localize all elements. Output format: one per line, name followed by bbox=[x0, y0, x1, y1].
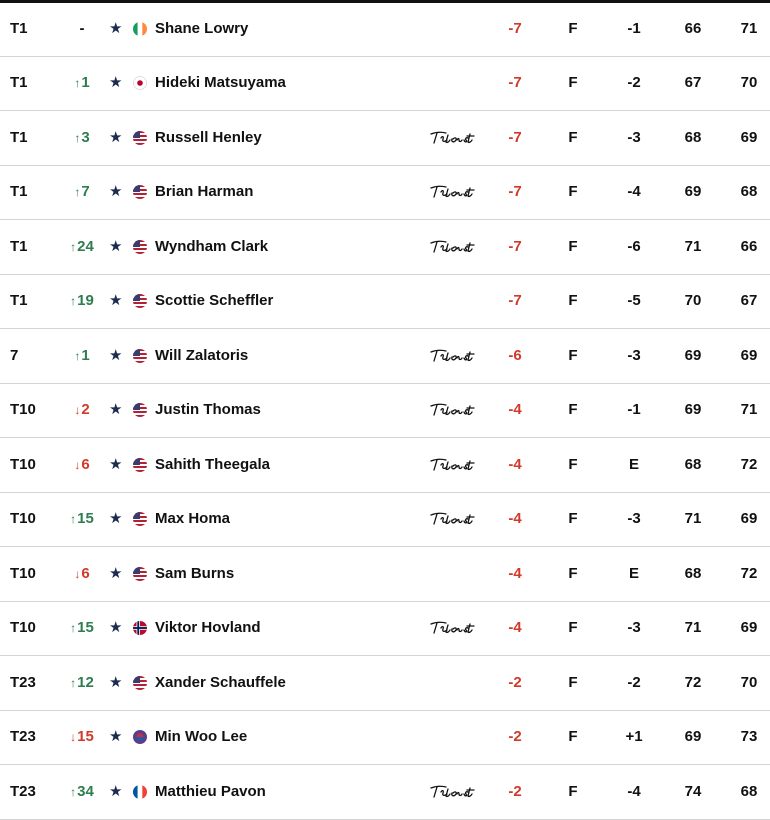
star-icon[interactable]: ★ bbox=[109, 401, 123, 419]
thru: F bbox=[568, 782, 578, 800]
round-1-score: 70 bbox=[684, 292, 702, 310]
total-score: -4 bbox=[508, 455, 522, 473]
round-2-score: 73 bbox=[740, 728, 758, 746]
round-2-score: 70 bbox=[740, 74, 758, 92]
total-score: -4 bbox=[508, 510, 522, 528]
thru: F bbox=[568, 74, 578, 92]
today-score: -5 bbox=[627, 292, 641, 310]
arrow-up-icon: ↑ bbox=[70, 512, 77, 527]
position-change: 7 bbox=[81, 183, 90, 201]
position-change: 2 bbox=[81, 401, 90, 419]
movement bbox=[58, 20, 106, 38]
round-1-score: 71 bbox=[684, 619, 702, 637]
titleist-logo bbox=[428, 403, 476, 417]
arrow-up-icon: ↑ bbox=[74, 130, 81, 145]
round-1-score: 72 bbox=[684, 673, 702, 691]
round-2-score: 70 bbox=[740, 673, 758, 691]
table-row[interactable] bbox=[0, 547, 770, 602]
round-1-score: 69 bbox=[684, 346, 702, 364]
movement bbox=[58, 783, 106, 801]
movement bbox=[58, 347, 106, 365]
player-name[interactable]: Xander Schauffele bbox=[155, 673, 286, 691]
movement bbox=[58, 456, 106, 474]
thru: F bbox=[568, 619, 578, 637]
movement bbox=[58, 728, 106, 746]
position-change: 24 bbox=[77, 237, 94, 255]
player-name[interactable]: Russell Henley bbox=[155, 128, 262, 146]
star-icon[interactable]: ★ bbox=[109, 19, 123, 37]
star-icon[interactable]: ★ bbox=[109, 292, 123, 310]
position-change: 6 bbox=[81, 564, 90, 582]
table-row[interactable] bbox=[0, 275, 770, 330]
thru: F bbox=[568, 401, 578, 419]
star-icon[interactable]: ★ bbox=[109, 728, 123, 746]
round-1-score: 68 bbox=[684, 564, 702, 582]
position: T1 bbox=[10, 74, 28, 92]
round-1-score: 74 bbox=[684, 782, 702, 800]
star-icon[interactable]: ★ bbox=[109, 128, 123, 146]
star-icon[interactable]: ★ bbox=[109, 74, 123, 92]
thru: F bbox=[568, 237, 578, 255]
round-1-score: 69 bbox=[684, 728, 702, 746]
today-score: -3 bbox=[627, 510, 641, 528]
thru: F bbox=[568, 510, 578, 528]
player-name[interactable]: Shane Lowry bbox=[155, 19, 249, 37]
table-row[interactable] bbox=[0, 57, 770, 112]
movement bbox=[58, 238, 106, 256]
total-score: -7 bbox=[508, 19, 522, 37]
player-name[interactable]: Brian Harman bbox=[155, 183, 254, 201]
titleist-logo bbox=[428, 785, 476, 799]
position: T1 bbox=[10, 237, 28, 255]
thru: F bbox=[568, 673, 578, 691]
movement bbox=[58, 619, 106, 637]
titleist-logo bbox=[428, 185, 476, 199]
position-change: 19 bbox=[77, 292, 94, 310]
usa-flag-icon bbox=[133, 240, 147, 254]
arrow-up-icon: ↑ bbox=[74, 76, 81, 91]
player-name[interactable]: Matthieu Pavon bbox=[155, 782, 266, 800]
arrow-up-icon: ↑ bbox=[70, 294, 77, 309]
titleist-logo bbox=[428, 458, 476, 472]
table-row[interactable] bbox=[0, 220, 770, 275]
position: T1 bbox=[10, 128, 28, 146]
total-score: -6 bbox=[508, 346, 522, 364]
arrow-down-icon: ↓ bbox=[74, 566, 81, 581]
round-1-score: 66 bbox=[684, 19, 702, 37]
arrow-up-icon: ↑ bbox=[70, 675, 77, 690]
usa-flag-icon bbox=[133, 676, 147, 690]
today-score: -2 bbox=[627, 673, 641, 691]
total-score: -7 bbox=[508, 292, 522, 310]
position: T1 bbox=[10, 183, 28, 201]
star-icon[interactable]: ★ bbox=[109, 237, 123, 255]
thru: F bbox=[568, 346, 578, 364]
star-icon[interactable]: ★ bbox=[109, 510, 123, 528]
arrow-down-icon: ↓ bbox=[74, 457, 81, 472]
position-change: - bbox=[79, 19, 85, 37]
player-name[interactable]: Scottie Scheffler bbox=[155, 292, 274, 310]
today-score: E bbox=[628, 455, 639, 473]
arrow-up-icon: ↑ bbox=[74, 348, 81, 363]
player-name[interactable]: Will Zalatoris bbox=[155, 346, 249, 364]
ireland-flag-icon bbox=[133, 22, 147, 36]
thru: F bbox=[568, 292, 578, 310]
arrow-up-icon: ↑ bbox=[70, 621, 77, 636]
total-score: -7 bbox=[508, 128, 522, 146]
arrow-up-icon: ↑ bbox=[74, 185, 81, 200]
table-row[interactable] bbox=[0, 166, 770, 221]
arrow-up-icon: ↑ bbox=[70, 784, 77, 799]
usa-flag-icon bbox=[133, 567, 147, 581]
usa-flag-icon bbox=[133, 349, 147, 363]
round-2-score: 71 bbox=[740, 19, 758, 37]
round-2-score: 68 bbox=[740, 782, 758, 800]
round-1-score: 69 bbox=[684, 401, 702, 419]
player-name[interactable]: Sahith Theegala bbox=[155, 455, 271, 473]
round-2-score: 69 bbox=[740, 510, 758, 528]
titleist-logo bbox=[428, 621, 476, 635]
round-1-score: 68 bbox=[684, 128, 702, 146]
total-score: -4 bbox=[508, 619, 522, 637]
position-change: 1 bbox=[81, 346, 90, 364]
today-score: +1 bbox=[625, 728, 643, 746]
usa-flag-icon bbox=[133, 185, 147, 199]
total-score: -2 bbox=[508, 673, 522, 691]
position-change: 1 bbox=[81, 74, 90, 92]
movement bbox=[58, 674, 106, 692]
arrow-up-icon: ↑ bbox=[70, 239, 77, 254]
titleist-logo bbox=[428, 240, 476, 254]
usa-flag-icon bbox=[133, 294, 147, 308]
round-1-score: 68 bbox=[684, 455, 702, 473]
player-name[interactable]: Hideki Matsuyama bbox=[155, 74, 286, 92]
arrow-down-icon: ↓ bbox=[70, 730, 77, 745]
today-score: -6 bbox=[627, 237, 641, 255]
today-score: -1 bbox=[627, 401, 641, 419]
thru: F bbox=[568, 128, 578, 146]
star-icon[interactable]: ★ bbox=[109, 455, 123, 473]
titleist-logo bbox=[428, 131, 476, 145]
total-score: -4 bbox=[508, 401, 522, 419]
round-2-score: 72 bbox=[740, 564, 758, 582]
star-icon[interactable]: ★ bbox=[109, 183, 123, 201]
titleist-logo bbox=[428, 512, 476, 526]
usa-flag-icon bbox=[133, 458, 147, 472]
usa-flag-icon bbox=[133, 403, 147, 417]
round-2-score: 69 bbox=[740, 346, 758, 364]
position: T10 bbox=[10, 564, 36, 582]
table-row[interactable] bbox=[0, 384, 770, 439]
total-score: -2 bbox=[508, 728, 522, 746]
table-row[interactable] bbox=[0, 656, 770, 711]
player-name[interactable]: Sam Burns bbox=[155, 564, 235, 582]
position-change: 15 bbox=[77, 728, 94, 746]
star-icon[interactable]: ★ bbox=[109, 619, 123, 637]
table-row[interactable] bbox=[0, 111, 770, 166]
round-2-score: 69 bbox=[740, 619, 758, 637]
position-change: 15 bbox=[77, 510, 94, 528]
movement bbox=[58, 129, 106, 147]
movement bbox=[58, 74, 106, 92]
position-change: 34 bbox=[77, 782, 94, 800]
today-score: -3 bbox=[627, 619, 641, 637]
star-icon[interactable]: ★ bbox=[109, 564, 123, 582]
player-name[interactable]: Wyndham Clark bbox=[155, 237, 269, 255]
thru: F bbox=[568, 455, 578, 473]
position: 7 bbox=[10, 346, 19, 364]
round-1-score: 69 bbox=[684, 183, 702, 201]
position-change: 12 bbox=[77, 673, 94, 691]
round-1-score: 71 bbox=[684, 510, 702, 528]
round-2-score: 72 bbox=[740, 455, 758, 473]
usa-flag-icon bbox=[133, 512, 147, 526]
round-2-score: 69 bbox=[740, 128, 758, 146]
round-1-score: 67 bbox=[684, 74, 702, 92]
table-row[interactable] bbox=[0, 765, 770, 820]
movement bbox=[58, 510, 106, 528]
movement bbox=[58, 565, 106, 583]
table-row[interactable] bbox=[0, 2, 770, 57]
today-score: -1 bbox=[627, 19, 641, 37]
position: T10 bbox=[10, 510, 36, 528]
today-score: E bbox=[628, 564, 639, 582]
position-change: 3 bbox=[81, 128, 90, 146]
player-name[interactable]: Max Homa bbox=[155, 510, 231, 528]
movement bbox=[58, 183, 106, 201]
norway-flag-icon bbox=[133, 621, 147, 635]
table-row[interactable] bbox=[0, 602, 770, 657]
today-score: -4 bbox=[627, 183, 641, 201]
player-name[interactable]: Min Woo Lee bbox=[155, 728, 248, 746]
movement bbox=[58, 292, 106, 310]
today-score: -3 bbox=[627, 128, 641, 146]
thru: F bbox=[568, 564, 578, 582]
arrow-down-icon: ↓ bbox=[74, 403, 81, 418]
titleist-logo bbox=[428, 349, 476, 363]
position: T10 bbox=[10, 455, 36, 473]
round-2-score: 66 bbox=[740, 237, 758, 255]
korea-flag-icon bbox=[133, 730, 147, 744]
table-row[interactable] bbox=[0, 711, 770, 766]
round-1-score: 71 bbox=[684, 237, 702, 255]
table-row[interactable] bbox=[0, 493, 770, 548]
movement bbox=[58, 401, 106, 419]
position: T23 bbox=[10, 782, 36, 800]
star-icon[interactable]: ★ bbox=[109, 346, 123, 364]
usa-flag-icon bbox=[133, 131, 147, 145]
total-score: -2 bbox=[508, 782, 522, 800]
total-score: -4 bbox=[508, 564, 522, 582]
position: T1 bbox=[10, 19, 28, 37]
thru: F bbox=[568, 19, 578, 37]
position: T23 bbox=[10, 673, 36, 691]
total-score: -7 bbox=[508, 237, 522, 255]
star-icon[interactable]: ★ bbox=[109, 673, 123, 691]
france-flag-icon bbox=[133, 785, 147, 799]
round-2-score: 68 bbox=[740, 183, 758, 201]
thru: F bbox=[568, 183, 578, 201]
position: T23 bbox=[10, 728, 36, 746]
table-row[interactable] bbox=[0, 329, 770, 384]
position: T10 bbox=[10, 401, 36, 419]
position-change: 15 bbox=[77, 619, 94, 637]
position: T10 bbox=[10, 619, 36, 637]
position-change: 6 bbox=[81, 455, 90, 473]
round-2-score: 67 bbox=[740, 292, 758, 310]
table-row[interactable] bbox=[0, 438, 770, 493]
round-2-score: 71 bbox=[740, 401, 758, 419]
star-icon[interactable]: ★ bbox=[109, 782, 123, 800]
position: T1 bbox=[10, 292, 28, 310]
thru: F bbox=[568, 728, 578, 746]
player-name[interactable]: Justin Thomas bbox=[155, 401, 261, 419]
today-score: -3 bbox=[627, 346, 641, 364]
total-score: -7 bbox=[508, 74, 522, 92]
today-score: -4 bbox=[627, 782, 641, 800]
japan-flag-icon bbox=[133, 76, 147, 90]
player-name[interactable]: Viktor Hovland bbox=[155, 619, 261, 637]
today-score: -2 bbox=[627, 74, 641, 92]
total-score: -7 bbox=[508, 183, 522, 201]
